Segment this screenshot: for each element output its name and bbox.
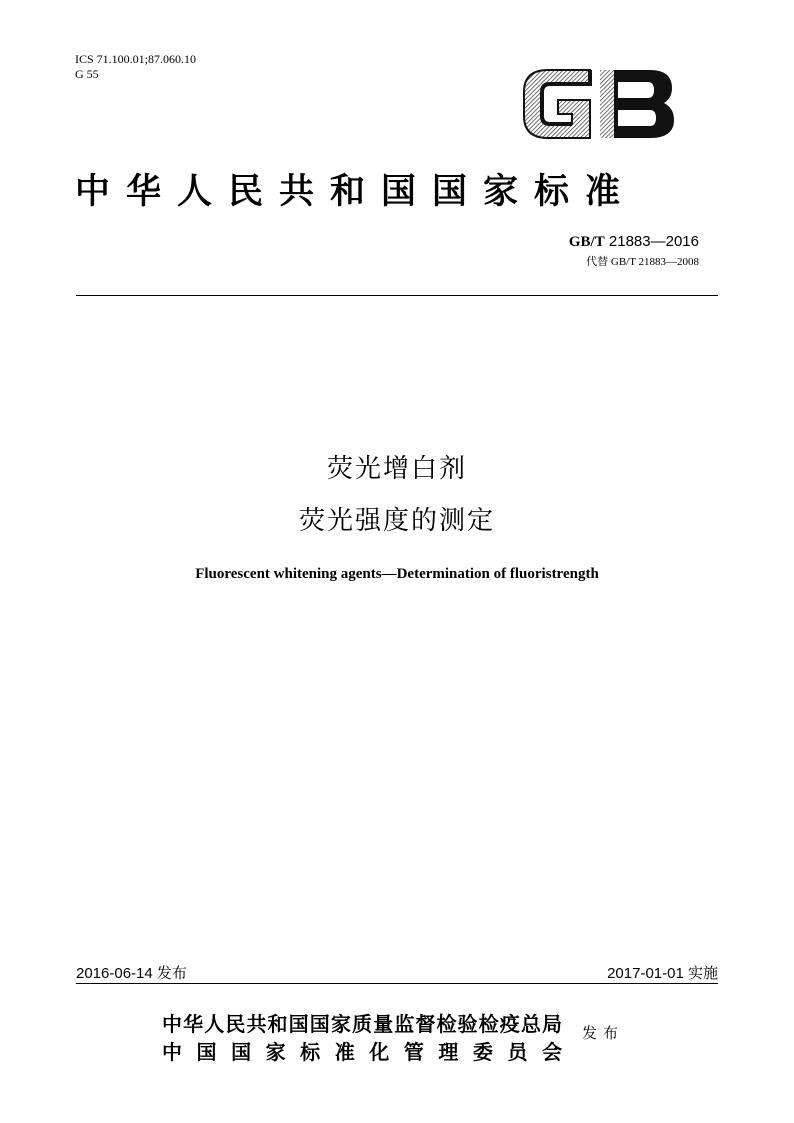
ics-code: ICS 71.100.01;87.060.10 (75, 52, 197, 66)
title-zh-line1: 荧光增白剂 (326, 454, 467, 484)
ccs-code: G 55 (75, 67, 99, 81)
publish-date-value: 2016-06-14 (76, 965, 153, 982)
issue-label: 发布 (582, 1024, 625, 1042)
publish-date-label: 发布 (156, 964, 187, 982)
publish-date (76, 962, 187, 983)
implement-date-value: 2017-01-01 (607, 965, 684, 982)
national-standard-title: 中华人民共和国国家标准 (75, 171, 637, 212)
implement-date (607, 962, 718, 983)
standard-number-prefix: GB/T (568, 234, 605, 250)
issuer-org-2: 中国国家标准化管理委员会 (162, 1040, 562, 1064)
issuer-org-1: 中华人民共和国国家质量监督检验检疫总局 (162, 1012, 562, 1036)
title-en: Fluorescent whitening agents—Determination of fluoristrength (195, 566, 599, 582)
gb-logo (520, 66, 676, 142)
footer-divider (76, 983, 718, 984)
classification-codes (75, 52, 196, 82)
standard-number (569, 233, 699, 251)
standard-number-value: 21883—2016 (608, 233, 699, 250)
title-zh-line2: 荧光强度的测定 (298, 506, 495, 536)
implement-date-label: 实施 (687, 964, 718, 982)
replaces-standard: 代替 GB/T 21883—2008 (586, 256, 699, 268)
header-divider (76, 295, 718, 296)
